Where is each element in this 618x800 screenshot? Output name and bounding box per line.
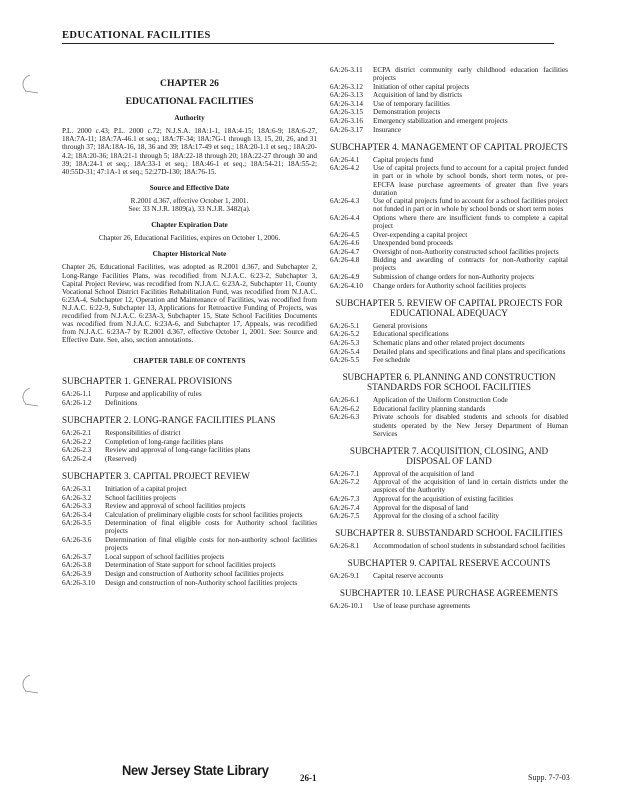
section-number: 6A:26-3.9 [62, 569, 92, 578]
section-title: Application of the Uniform Construction Code [373, 396, 508, 405]
toc-row [330, 330, 568, 338]
section-number: 6A:26-7.5 [330, 512, 360, 521]
section-number: 6A:26-4.1 [330, 155, 360, 164]
section-number: 6A:26-6.2 [330, 404, 360, 413]
section-number: 6A:26-4.4 [330, 213, 360, 222]
section-number: 6A:26-7.3 [330, 494, 360, 503]
subchapter-title: SUBCHAPTER 3. CAPITAL PROJECT REVIEW [62, 471, 250, 481]
section-number: 6A:26-9.1 [330, 572, 360, 581]
section-number: 6A:26-3.2 [62, 493, 92, 502]
section-title: Emergency stabilization and emergent projects [373, 117, 508, 126]
right-column [330, 66, 568, 611]
section-title: School facilities projects [105, 493, 177, 502]
section-list [62, 429, 317, 463]
section-number: 6A:26-5.1 [330, 321, 360, 330]
toc-row [62, 429, 317, 437]
page-number: 26-1 [300, 773, 317, 783]
section-title: Definitions [105, 399, 138, 408]
section-list [330, 396, 568, 437]
supplement-date: Supp. 7-7-03 [528, 773, 570, 782]
toc-row [62, 519, 317, 535]
source-text-2: See: 33 N.J.R. 1809(a), 33 N.J.R. 3482(a). [128, 205, 251, 214]
toc-row [62, 399, 317, 407]
section-number: 6A:26-3.12 [330, 82, 363, 91]
section-title: Design and construction of Authority school facilities projects [105, 569, 284, 578]
section-title: Submission of change orders for non-Authority projects [373, 273, 534, 282]
section-number: 6A:26-3.10 [62, 578, 95, 587]
section-title: Bidding and awarding of contracts for non-Authority capital projects [373, 256, 568, 273]
section-title: Use of capital projects fund to account for a school facilities project not funded in part or in whole by school bonds or short term notes [373, 197, 568, 214]
section-list [330, 66, 568, 134]
section-title: Determination of final eligible costs for Authority school facilities projects [105, 519, 317, 536]
section-title: Approval of the acquisition of land in certain districts under the auspices of the Authority [373, 478, 568, 495]
toc-row [330, 66, 568, 82]
section-list [330, 156, 568, 290]
section-number: 6A:26-7.4 [330, 503, 360, 512]
section-number: 6A:26-6.3 [330, 413, 360, 422]
toc-row [330, 239, 568, 247]
section-title: ECPA district community early childhood education facilities projects [373, 66, 568, 83]
section-title: Change orders for Authority school facilities projects [373, 281, 526, 290]
section-title: Determination of State support for school facilities projects [105, 561, 276, 570]
toc-row [330, 542, 568, 550]
source-heading: Source and Effective Date [149, 183, 230, 192]
toc-row [330, 478, 568, 494]
toc-row [330, 126, 568, 134]
section-number: 6A:26-4.3 [330, 197, 360, 206]
toc-row [62, 438, 317, 446]
toc-row [62, 536, 317, 552]
section-number: 6A:26-4.7 [330, 247, 360, 256]
section-number: 6A:26-5.5 [330, 356, 360, 365]
toc-row [62, 485, 317, 493]
section-title: General provisions [373, 321, 428, 330]
section-number: 6A:26-2.4 [62, 454, 92, 463]
section-number: 6A:26-2.1 [62, 429, 92, 438]
section-title: Insurance [373, 125, 401, 134]
section-number: 6A:26-2.2 [62, 437, 92, 446]
toc-row [330, 405, 568, 413]
section-title: Approval of the acquisition of land [373, 469, 474, 478]
section-number: 6A:26-4.6 [330, 239, 360, 248]
toc-heading: CHAPTER TABLE OF CONTENTS [133, 358, 246, 366]
subchapter-title: SUBCHAPTER 10. LEASE PURCHASE AGREEMENTS [339, 588, 559, 599]
toc-row [330, 256, 568, 272]
section-title: Purpose and applicability of rules [105, 390, 202, 399]
toc-row [330, 282, 568, 290]
section-title: Approval for the acquisition of existing facilities [373, 494, 514, 503]
section-title: Review and approval of school facilities projects [105, 502, 246, 511]
section-title: Private schools for disabled students and schools for disabled students operated by the New Jersey Department of Human Services [373, 413, 568, 438]
section-number: 6A:26-3.13 [330, 91, 363, 100]
authority-text: P.L. 2000 c.43; P.L. 2000 c.72; N.J.S.A. 18A:1-1, 18A:4-15; 18A:6-9; 18A:6-27, 18A:7A-11; 18A:7A-46.1 et seq.; 18A:7F-34; 18A:7G-1 through 13, 15, 20, 26, and 31 through 37; 18A:18A-16, 18, 36 and 39; 18A:17-49 et seq.; 18A:20-1.1 et seq.; 18A:20-4.2; 18A:20-36; 18A:21-1 through 5; 18A:22-18 through 20; 18A:22-27 through 30 and 39; 18A:24-1 et seq.; 18A:33-1 et seq.; 18A:46-1 et seq.; 18A:54-21; 18A:55-2; 40:55D-31; 47:1A-1 et seq.; 52:27D-130; 18A:76-15. [62, 127, 317, 176]
section-number: 6A:26-3.17 [330, 125, 363, 134]
section-list [330, 602, 568, 610]
section-title: Calculation of preliminary eligible costs for school facilities projects [105, 510, 303, 519]
section-number: 6A:26-5.2 [330, 330, 360, 339]
section-title: Demonstration projects [373, 108, 441, 117]
toc-row [330, 248, 568, 256]
section-title: Review and approval of long-range facilities plans [105, 446, 251, 455]
running-header: EDUCATIONAL FACILITIES [62, 30, 554, 44]
toc-row [62, 561, 317, 569]
toc-row [330, 100, 568, 108]
section-number: 6A:26-4.10 [330, 281, 363, 290]
toc-row [330, 602, 568, 610]
subchapter-title: SUBCHAPTER 4. MANAGEMENT OF CAPITAL PROJECTS [330, 141, 568, 152]
section-number: 6A:26-3.6 [62, 536, 92, 545]
toc-row [330, 470, 568, 478]
toc-row [330, 322, 568, 330]
section-list [330, 542, 568, 550]
subchapter-title: SUBCHAPTER 2. LONG-RANGE FACILITIES PLANS [62, 415, 276, 426]
section-title: Initiation of a capital project [105, 485, 187, 493]
section-number: 6A:26-4.5 [330, 230, 360, 239]
section-number: 6A:26-3.15 [330, 108, 363, 117]
toc-row [330, 339, 568, 347]
section-number: 6A:26-6.1 [330, 396, 360, 405]
section-title: Schematic plans and other related project documents [373, 338, 525, 347]
toc-row [62, 553, 317, 561]
section-title: Unexpended bond proceeds [373, 239, 453, 248]
section-number: 6A:26-4.8 [330, 256, 360, 265]
section-number: 6A:26-3.4 [62, 510, 92, 519]
section-number: 6A:26-3.5 [62, 519, 92, 528]
section-title: Capital projects fund [373, 155, 434, 164]
subchapter-title: SUBCHAPTER 8. SUBSTANDARD SCHOOL FACILITIES [335, 528, 563, 539]
toc-row [62, 494, 317, 502]
toc-row [330, 495, 568, 503]
section-number: 6A:26-7.2 [330, 478, 360, 487]
toc-row [62, 390, 317, 398]
toc-row [62, 511, 317, 519]
section-number: 6A:26-3.8 [62, 561, 92, 570]
subchapter-title: SUBCHAPTER 5. REVIEW OF CAPITAL PROJECTS FOR EDUCATIONAL ADEQUACY [335, 297, 563, 318]
section-number: 6A:26-3.14 [330, 99, 363, 108]
toc-row [330, 572, 568, 580]
subchapter-title: SUBCHAPTER 6. PLANNING AND CONSTRUCTION STANDARDS FOR SCHOOL FACILITIES [342, 372, 556, 393]
section-number: 6A:26-10.1 [330, 602, 363, 611]
margin-mark-icon [16, 72, 42, 96]
toc-row [330, 413, 568, 437]
section-number: 6A:26-3.11 [330, 66, 363, 74]
section-title: Oversight of non-Authority constructed school facilities projects [373, 247, 559, 256]
section-title: Completion of long-range facilities plans [105, 437, 224, 446]
section-title: Options where there are insufficient funds to complete a capital project [373, 213, 568, 230]
expiration-text: Chapter 26, Educational Facilities, expires on October 1, 2006. [98, 234, 281, 243]
subchapter-title: SUBCHAPTER 7. ACQUISITION, CLOSING, AND DISPOSAL OF LAND [349, 445, 549, 466]
toc-row [62, 446, 317, 454]
toc-row [330, 356, 568, 364]
toc-row [330, 504, 568, 512]
toc-row [62, 579, 317, 587]
section-title: Responsibilities of district [105, 429, 181, 438]
section-number: 6A:26-5.3 [330, 338, 360, 347]
section-title: Approval for the closing of a school facility [373, 512, 499, 521]
toc-row [330, 156, 568, 164]
history-text: Chapter 26, Educational Facilities, was adopted as R.2001 d.367, and Subchapter 2, Long-Range Facilities Plans, was recodified from N.J.A.C. 6:23-2, Subchapter 3, Capital Project Review, was recodified from N.J.A.C. 6:23A-2, Subchapter 11, County Vocational School District Facilities Rehabilitation Fund, was recodified from N.J.A.C. 6:23A-4, Subchapter 12, Operation and Maintenance of Facilities, was recodified from N.J.A.C. 6:22-9, Subchapter 13, Applications for Retroactive Funding of Projects, was recodified from N.J.A.C. 6:23A-3, Subchapter 15, State School Facilities Documents was recodified from N.J.A.C. 6:23A-6, and Subchapter 17, Appeals, was recodified from N.J.A.C. 6:23A-7 by R.2001 d.367, effective October 1, 2001. See: Source and Effective Date. See, also, section annotations. [62, 263, 317, 345]
section-number: 6A:26-1.1 [62, 390, 92, 399]
toc-row [62, 455, 317, 463]
expiration-heading: Chapter Expiration Date [151, 221, 228, 230]
section-title: Educational facility planning standards [373, 404, 486, 413]
toc-row [330, 117, 568, 125]
section-title: Detailed plans and specifications and final plans and specifications [373, 347, 566, 356]
toc-row [330, 512, 568, 520]
subchapter-title: SUBCHAPTER 1. GENERAL PROVISIONS [62, 376, 233, 387]
section-title: Use of lease purchase agreements [373, 602, 470, 611]
margin-mark-icon [16, 385, 42, 409]
section-title: Approval for the disposal of land [373, 503, 469, 512]
chapter-number: CHAPTER 26 [160, 78, 219, 89]
section-title: Determination of final eligible costs for non-authority school facilities projects [105, 536, 317, 553]
section-number: 6A:26-4.9 [330, 273, 360, 282]
source-text-1: R.2001 d.367, effective October 1, 2001. [130, 196, 249, 205]
section-title: Local support of school facilities projects [105, 552, 225, 561]
toc-row [330, 348, 568, 356]
toc-row [330, 231, 568, 239]
section-list [330, 572, 568, 580]
section-number: 6A:26-3.3 [62, 502, 92, 511]
section-number: 6A:26-8.1 [330, 542, 360, 551]
toc-row [330, 396, 568, 404]
toc-row [330, 273, 568, 281]
chapter-name: EDUCATIONAL FACILITIES [125, 96, 254, 108]
left-column [62, 66, 317, 587]
toc-row [330, 108, 568, 116]
toc-row [330, 214, 568, 230]
section-list [330, 322, 568, 364]
section-list [62, 485, 317, 587]
section-title: Use of capital projects fund to account for a capital project funded in part or in whole by school bonds, short term notes, or pre-EFCFA lease purchase agreements of greater than five years duration [373, 164, 568, 197]
section-list [330, 470, 568, 521]
section-title: Over-expending a capital project [373, 230, 468, 239]
authority-heading: Authority [174, 114, 205, 123]
section-number: 6A:26-1.2 [62, 399, 92, 408]
section-title: Capital reserve accounts [373, 572, 444, 581]
margin-mark-icon [16, 672, 42, 696]
section-title: Acquisition of land by districts [373, 91, 463, 100]
section-title: Initiation of other capital projects [373, 82, 470, 91]
subchapter-title: SUBCHAPTER 9. CAPITAL RESERVE ACCOUNTS [347, 558, 551, 569]
section-list [62, 390, 317, 407]
toc-row [330, 164, 568, 196]
section-number: 6A:26-2.3 [62, 446, 92, 455]
section-number: 6A:26-5.4 [330, 347, 360, 356]
section-title: Fee schedule [373, 356, 411, 365]
section-number: 6A:26-3.16 [330, 117, 363, 126]
history-heading: Chapter Historical Note [152, 250, 227, 259]
section-title: (Reserved) [105, 454, 137, 463]
section-number: 6A:26-4.2 [330, 164, 360, 173]
section-title: Accommodation of school students in substandard school facilities [373, 542, 566, 551]
section-number: 6A:26-3.1 [62, 485, 92, 493]
toc-row [62, 570, 317, 578]
toc-row [330, 91, 568, 99]
section-title: Design and construction of non-Authority school facilities projects [105, 578, 298, 587]
section-title: Use of temporary facilities [373, 99, 450, 108]
toc-row [62, 502, 317, 510]
section-number: 6A:26-3.7 [62, 552, 92, 561]
section-number: 6A:26-7.1 [330, 469, 360, 478]
toc-row [330, 83, 568, 91]
section-title: Educational specifications [373, 330, 449, 339]
toc-row [330, 197, 568, 213]
library-logo: New Jersey State Library [122, 762, 269, 778]
